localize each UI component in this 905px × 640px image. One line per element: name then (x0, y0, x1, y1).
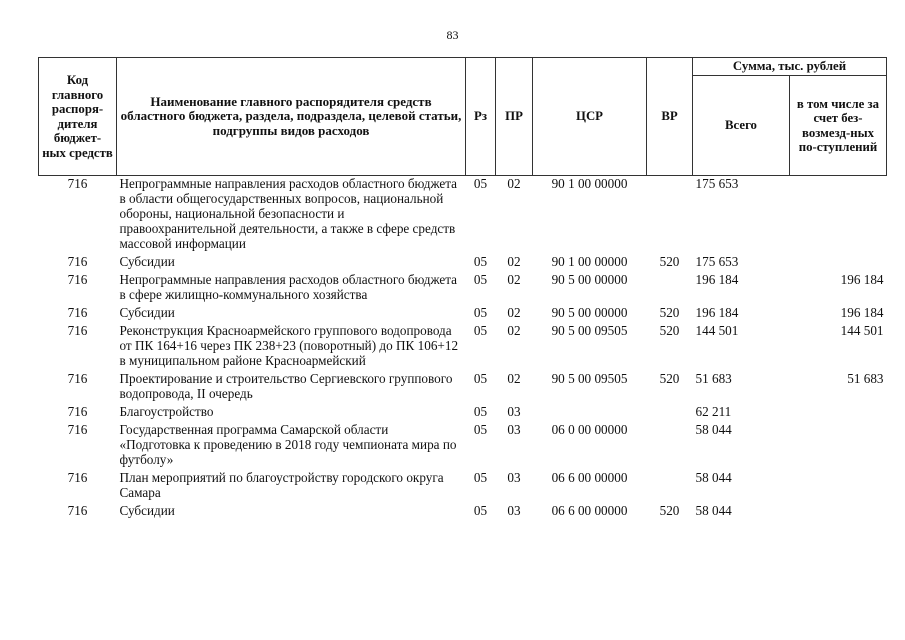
table-row (39, 271, 887, 304)
cell-code: 716 (67, 470, 88, 485)
cell-pr: 02 (507, 272, 521, 287)
cell-code: 716 (67, 503, 88, 518)
cell-vr: 520 (659, 371, 680, 386)
cell-rz: 05 (473, 371, 488, 386)
cell-code: 716 (67, 371, 88, 386)
cell-total: 62 211 (695, 404, 732, 419)
cell-csr (533, 403, 647, 421)
cell-pr: 02 (507, 371, 521, 386)
cell-free (790, 421, 887, 469)
cell-rz: 05 (473, 176, 488, 191)
cell-name: Субсидии (119, 305, 175, 320)
cell-total: 144 501 (695, 323, 739, 338)
cell-rz: 05 (473, 503, 488, 518)
table-header (39, 58, 887, 176)
cell-vr (647, 421, 693, 469)
cell-csr: 06 6 00 00000 (551, 503, 628, 518)
cell-name: Проектирование и строительство Сергиевского группового водопровода, II очередь (119, 371, 453, 401)
cell-csr: 90 5 00 00000 (551, 305, 628, 320)
table-row (39, 502, 887, 520)
cell-csr: 90 1 00 00000 (551, 176, 628, 191)
cell-vr: 520 (659, 254, 680, 269)
header-total: Всего (693, 76, 790, 176)
cell-pr: 03 (507, 422, 521, 437)
cell-total: 175 653 (695, 176, 739, 191)
cell-csr: 90 5 00 09505 (551, 323, 628, 338)
cell-pr: 03 (507, 470, 521, 485)
cell-code: 716 (67, 305, 88, 320)
table-row (39, 403, 887, 421)
cell-pr: 02 (507, 254, 521, 269)
cell-name: Государственная программа Самарской области «Подготовка к проведению в 2018 году чемпионата мира по футболу» (119, 422, 457, 467)
cell-csr: 06 6 00 00000 (551, 470, 628, 485)
cell-free: 196 184 (840, 272, 884, 287)
cell-name: Субсидии (119, 503, 175, 518)
cell-free (790, 502, 887, 520)
cell-code: 716 (67, 323, 88, 338)
cell-code: 716 (67, 254, 88, 269)
cell-vr (647, 176, 693, 254)
cell-total: 196 184 (695, 305, 739, 320)
header-free: в том числе за счет без-возмезд-ных по-ступлений (790, 76, 887, 176)
budget-table (38, 57, 887, 520)
cell-name: Реконструкция Красноармейского группового водопровода от ПК 164+16 через ПК 238+23 (поворотный) до ПК 106+12 в муниципальном районе Красноармейский (119, 323, 459, 368)
table-body (39, 176, 887, 521)
cell-free (790, 403, 887, 421)
cell-total: 51 683 (695, 371, 732, 386)
cell-code: 716 (67, 272, 88, 287)
header-pr: ПР (496, 58, 533, 176)
cell-pr: 03 (507, 503, 521, 518)
cell-free: 51 683 (847, 371, 884, 386)
cell-rz: 05 (473, 422, 488, 437)
cell-csr: 90 1 00 00000 (551, 254, 628, 269)
cell-total: 58 044 (695, 422, 732, 437)
cell-total: 196 184 (695, 272, 739, 287)
cell-csr: 90 5 00 09505 (551, 371, 628, 386)
cell-vr: 520 (659, 503, 680, 518)
cell-vr (647, 469, 693, 502)
table-row (39, 322, 887, 370)
table-row (39, 253, 887, 271)
cell-total: 58 044 (695, 470, 732, 485)
cell-total: 175 653 (695, 254, 739, 269)
cell-vr: 520 (659, 323, 680, 338)
cell-name: Субсидии (119, 254, 175, 269)
header-code: Код главного распоря-дителя бюджет-ных средств (39, 58, 117, 176)
cell-name: План мероприятий по благоустройству городского округа Самара (119, 470, 444, 500)
cell-free (790, 253, 887, 271)
cell-name: Благоустройство (119, 404, 214, 419)
cell-name: Непрограммные направления расходов областного бюджета в области общегосударственных вопросов, национальной обороны, национальной безопасности и правоохранительной деятельности, а также в сфере средств массовой информации (119, 176, 458, 251)
cell-free: 196 184 (840, 305, 884, 320)
header-rz: Рз (466, 58, 496, 176)
cell-rz: 05 (473, 404, 488, 419)
cell-free (790, 176, 887, 254)
cell-pr: 03 (507, 404, 521, 419)
table-row (39, 421, 887, 469)
header-vr: ВР (647, 58, 693, 176)
cell-free: 144 501 (840, 323, 884, 338)
cell-rz: 05 (473, 272, 488, 287)
cell-pr: 02 (507, 176, 521, 191)
cell-name: Непрограммные направления расходов областного бюджета в сфере жилищно-коммунального хозяйства (119, 272, 458, 302)
cell-pr: 02 (507, 305, 521, 320)
cell-code: 716 (67, 404, 88, 419)
cell-vr (647, 271, 693, 304)
page-number: 83 (446, 28, 459, 42)
table-row (39, 176, 887, 254)
cell-total: 58 044 (695, 503, 732, 518)
cell-csr: 06 0 00 00000 (551, 422, 628, 437)
cell-code: 716 (67, 422, 88, 437)
cell-vr: 520 (659, 305, 680, 320)
cell-free (790, 469, 887, 502)
table-row (39, 469, 887, 502)
cell-rz: 05 (473, 254, 488, 269)
header-sum: Сумма, тыс. рублей (693, 58, 887, 76)
cell-code: 716 (67, 176, 88, 191)
cell-rz: 05 (473, 323, 488, 338)
cell-rz: 05 (473, 470, 488, 485)
header-name: Наименование главного распорядителя средств областного бюджета, раздела, подраздела, целевой статьи, подгруппы видов расходов (117, 58, 466, 176)
table-row (39, 370, 887, 403)
cell-pr: 02 (507, 323, 521, 338)
cell-csr: 90 5 00 00000 (551, 272, 628, 287)
header-csr: ЦСР (533, 58, 647, 176)
table-row (39, 304, 887, 322)
cell-vr (647, 403, 693, 421)
cell-rz: 05 (473, 305, 488, 320)
